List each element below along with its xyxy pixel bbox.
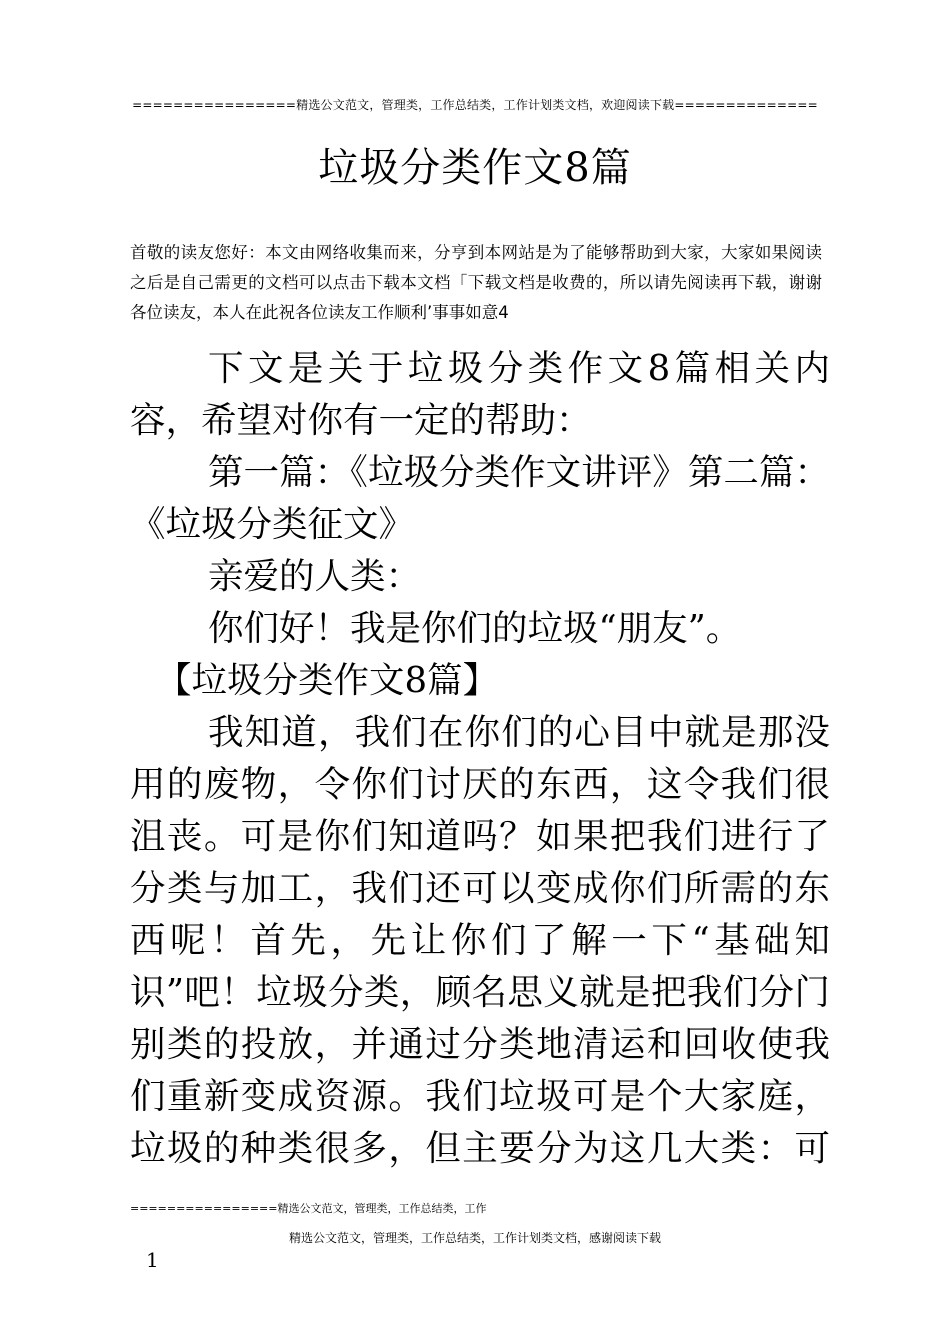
header-banner: ================精选公文范文，管理类，工作总结类，工作计划类文档，欢迎阅读下载============== bbox=[132, 98, 818, 112]
inline-footer-banner: ================精选公文范文，管理类，工作总结类，工作 bbox=[130, 1202, 487, 1215]
footer-banner: 精选公文范文，管理类，工作总结类，工作计划类文档，感谢阅读下载 bbox=[288, 1231, 661, 1245]
reader-notice: 首敬的读友您好：本文由网络收集而来，分亨到本网站是为了能够帮助到大家，大家如果阅读之后是自己需更的文档可以点击下载本文档「下载文档是收费的，所以请先阅读再下载，谢谢各位读友，本人在此祝各位读友工作顺利’事事如意4 bbox=[130, 243, 822, 322]
greeting-paragraph: 你们好！我是你们的垃圾“朋友”。 bbox=[208, 608, 742, 649]
salutation-paragraph: 亲爱的人类： bbox=[208, 556, 422, 597]
page-number: 1 bbox=[146, 1248, 159, 1272]
document-body bbox=[130, 343, 830, 1235]
bracket-heading: 【垃圾分类作文8篇】 bbox=[156, 660, 499, 701]
body-paragraph bbox=[130, 707, 830, 1235]
document-title: 垃圾分类作文8篇 bbox=[318, 145, 632, 191]
intro-paragraph: 下文是关于垃圾分类作文8篇相关内容，希望对你有一定的帮助： bbox=[130, 348, 830, 441]
body-paragraph-text: 我知道，我们在你们的心目中就是那没用的废物，令你们讨厌的东西，这令我们很沮丧。可是你们知道吗？如果把我们进行了分类与加工，我们还可以变成你们所需的东西呢！首先，先让你们了解一下“基础知识”吧！垃圾分类，顾名思义就是把我们分门别类的投放，并通过分类地清运和回收使我们重新变成资源。我们垃圾可是个大家庭，垃圾的种类很多，但主要分为这几大类：可 bbox=[130, 712, 830, 1169]
chapter-list-paragraph: 第一篇：《垃圾分类作文讲评》第二篇：《垃圾分类征文》 bbox=[130, 452, 830, 545]
